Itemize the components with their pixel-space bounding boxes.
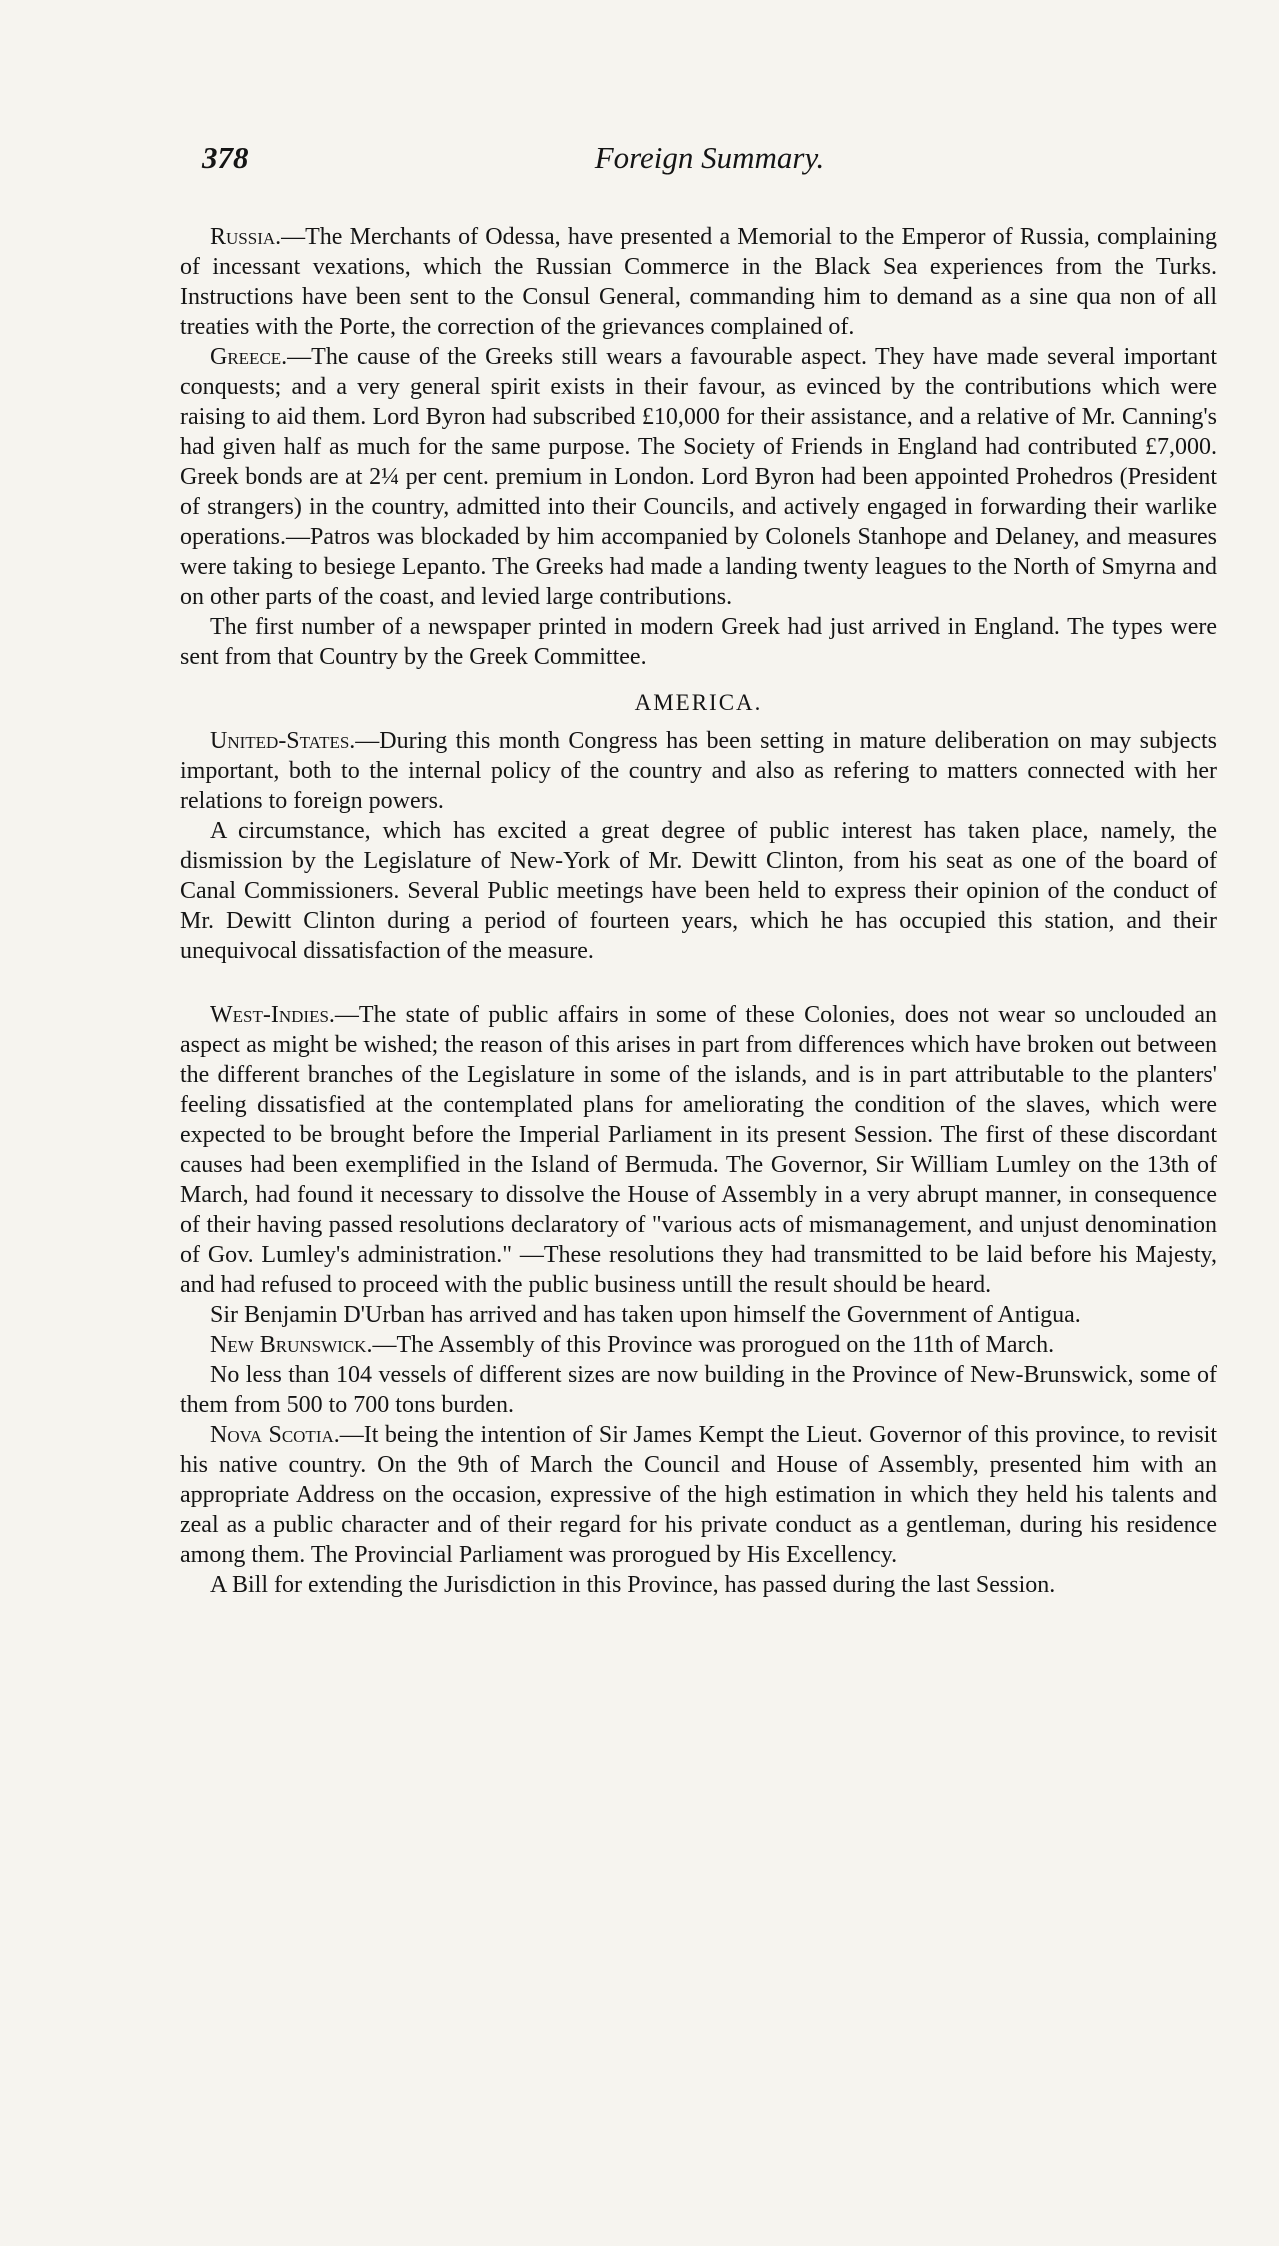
text-greece: —The cause of the Greeks still wears a favourable aspect. They have made several important conquests; and a very general spirit exists in their favour, as evinced by the contributions which were raising to aid them. Lord Byron had subscribed £10,000 for their assistance, and a relative of Mr. Canning's had given half as much for the same purpose. The Society of Friends in England had contributed £7,000. Greek bonds are at 2¼ per cent. premium in London. Lord Byron had been appointed Prohedros (President of strangers) in the country, admitted into their Councils, and actively engaged in forwarding their warlike operations.—Patros was blockaded by him accompanied by Colonels Stanhope and Delaney, and measures were taking to besiege Lepanto. The Greeks had made a landing twenty leagues to the North of Smyrna and on other parts of the coast, and levied large contributions.: [180, 344, 1217, 610]
text-west-indies: —The state of public affairs in some of these Colonies, does not wear so unclouded an aspect as might be wished; the reason of this arises in part from differences which have broken out between the different branches of the Legislature in some of the islands, and is in part attributable to the planters' feeling dissatisfied at the contemplated plans for ameliorating the condition of the slaves, which were expected to be brought before the Imperial Parliament in its present Session. The first of these discordant causes had been exemplified in the Island of Bermuda. The Governor, Sir William Lumley on the 13th of March, had found it necessary to dissolve the House of Assembly in a very abrupt manner, in consequence of their having passed resolutions declaratory of "various acts of mismanagement, and unjust denomination of Gov. Lumley's administration." —These resolutions they had transmitted to be laid before his Majesty, and had refused to proceed with the public business untill the result should be heard.: [180, 1002, 1217, 1298]
lead-greece: Greece.: [210, 344, 288, 370]
text-russia: —The Merchants of Odessa, have presented a Memorial to the Emperor of Russia, complaining of incessant vexations, which the Russian Commerce in the Black Sea experiences from the Turks. Instructions have been sent to the Consul General, commanding him to demand as a sine qua non of all treaties with the Porte, the correction of the grievances complained of.: [180, 224, 1217, 340]
text-nova-scotia: —It being the intention of Sir James Kempt the Lieut. Governor of this province, to revisit his native country. On the 9th of March the Council and House of Assembly, presented him with an appropriate Address on the occasion, expressive of the high estimation in which they held his talents and zeal as a public character and of their regard for his private conduct as a gentleman, during his residence among them. The Provincial Parliament was prorogued by His Excellency.: [180, 1422, 1218, 1568]
paragraph-russia: [180, 222, 1217, 342]
section-heading-america: AMERICA.: [634, 690, 763, 715]
paragraph-nova-scotia: [180, 1420, 1217, 1570]
running-head: [202, 140, 1217, 190]
paragraph-greece-newspaper: The first number of a newspaper printed in modern Greek had just arrived in England. The types were sent from that Country by the Greek Committee.: [180, 614, 1217, 670]
paragraph-jurisdiction: A Bill for extending the Jurisdiction in this Province, has passed during the last Session.: [210, 1572, 1056, 1598]
paragraph-greece: [180, 342, 1217, 612]
paragraph-antigua: Sir Benjamin D'Urban has arrived and has taken upon himself the Government of Antigua.: [210, 1302, 1081, 1328]
spacer: [180, 966, 1217, 1000]
paragraph-new-brunswick: [180, 1330, 1217, 1360]
body-text: [180, 222, 1217, 1600]
lead-west-indies: West-Indies.: [210, 1002, 335, 1028]
paragraph-united-states: [180, 726, 1217, 816]
running-title: Foreign Summary.: [594, 140, 825, 175]
text-united-states: —During this month Congress has been setting in mature deliberation on may subjects important, both to the internal policy of the country and also as refering to matters connected with her relations to foreign powers.: [180, 728, 1217, 814]
paragraph-vessels: No less than 104 vessels of different sizes are now building in the Province of New-Brunswick, some of them from 500 to 700 tons burden.: [180, 1362, 1217, 1418]
page-number: 378: [202, 140, 249, 175]
lead-new-brunswick: New Brunswick.: [210, 1332, 373, 1358]
lead-nova-scotia: Nova Scotia.: [210, 1422, 340, 1448]
paragraph-west-indies: [180, 1000, 1217, 1300]
lead-russia: Russia.: [210, 224, 282, 250]
text-new-brunswick: —The Assembly of this Province was prorogued on the 11th of March.: [372, 1332, 1055, 1358]
paragraph-clinton: A circumstance, which has excited a great degree of public interest has taken place, namely, the dismission by the Legislature of New-York of Mr. Dewitt Clinton, from his seat as one of the board of Canal Commissioners. Several Public meetings have been held to express their opinion of the conduct of Mr. Dewitt Clinton during a period of fourteen years, which he has occupied this station, and their unequivocal dissatisfaction of the measure.: [180, 818, 1217, 964]
lead-united-states: United-States.: [210, 728, 356, 754]
